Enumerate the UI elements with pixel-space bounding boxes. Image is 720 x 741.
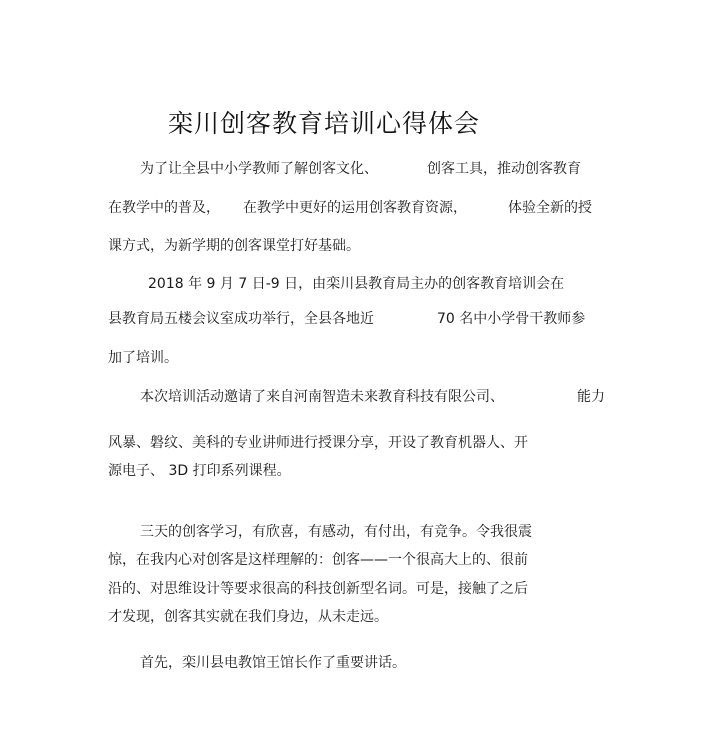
paragraph-1-line-2-segment-2: 在教学中更好的运用创客教育资源， <box>243 200 467 216</box>
paragraph-2-line-2-segment-1: 县教育局五楼会议室成功举行，全县各地近 <box>108 311 374 327</box>
paragraph-1-line-2-segment-3: 体验全新的授 <box>508 200 592 216</box>
document-title: 栾川创客教育培训心得体会 <box>168 109 481 138</box>
paragraph-2-line-2-segment-2: 70 名中小学骨干教师参 <box>437 311 586 327</box>
paragraph-3-line-3: 源电子、 3D 打印系列课程。 <box>108 463 291 479</box>
paragraph-4-line-2: 惊，在我内心对创客是这样理解的：创客——一个很高大上的、很前 <box>108 552 528 568</box>
paragraph-2-line-1: 2018 年 9 月 7 日-9 日，由栾川县教育局主办的创客教育培训会在 <box>148 276 565 292</box>
paragraph-1-line-1-segment-1: 为了让全县中小学教师了解创客文化、 <box>140 161 378 177</box>
paragraph-1-line-3: 课方式，为新学期的创客课堂打好基础。 <box>108 238 360 254</box>
paragraph-4-line-1: 三天的创客学习，有欣喜，有感动，有付出，有竞争。令我很震 <box>140 524 532 540</box>
paragraph-4-line-3: 沿的、对思维设计等要求很高的科技创新型名词。可是，接触了之后 <box>108 581 528 597</box>
paragraph-3-line-1-segment-1: 本次培训活动邀请了来自河南智造未来教育科技有限公司、 <box>140 389 504 405</box>
paragraph-1-line-2-segment-1: 在教学中的普及， <box>108 200 220 216</box>
paragraph-5-line-1: 首先，栾川县电教馆王馆长作了重要讲话。 <box>140 655 406 671</box>
paragraph-3-line-2: 风暴、磐纹、美科的专业讲师进行授课分享，开设了教育机器人、开 <box>108 435 528 451</box>
paragraph-4-line-4: 才发现，创客其实就在我们身边，从未走远。 <box>108 609 388 625</box>
paragraph-3-line-1-segment-2: 能力 <box>577 389 605 405</box>
paragraph-1-line-1-segment-2: 创客工具，推动创客教育 <box>427 161 581 177</box>
paragraph-2-line-3: 加了培训。 <box>108 350 178 366</box>
